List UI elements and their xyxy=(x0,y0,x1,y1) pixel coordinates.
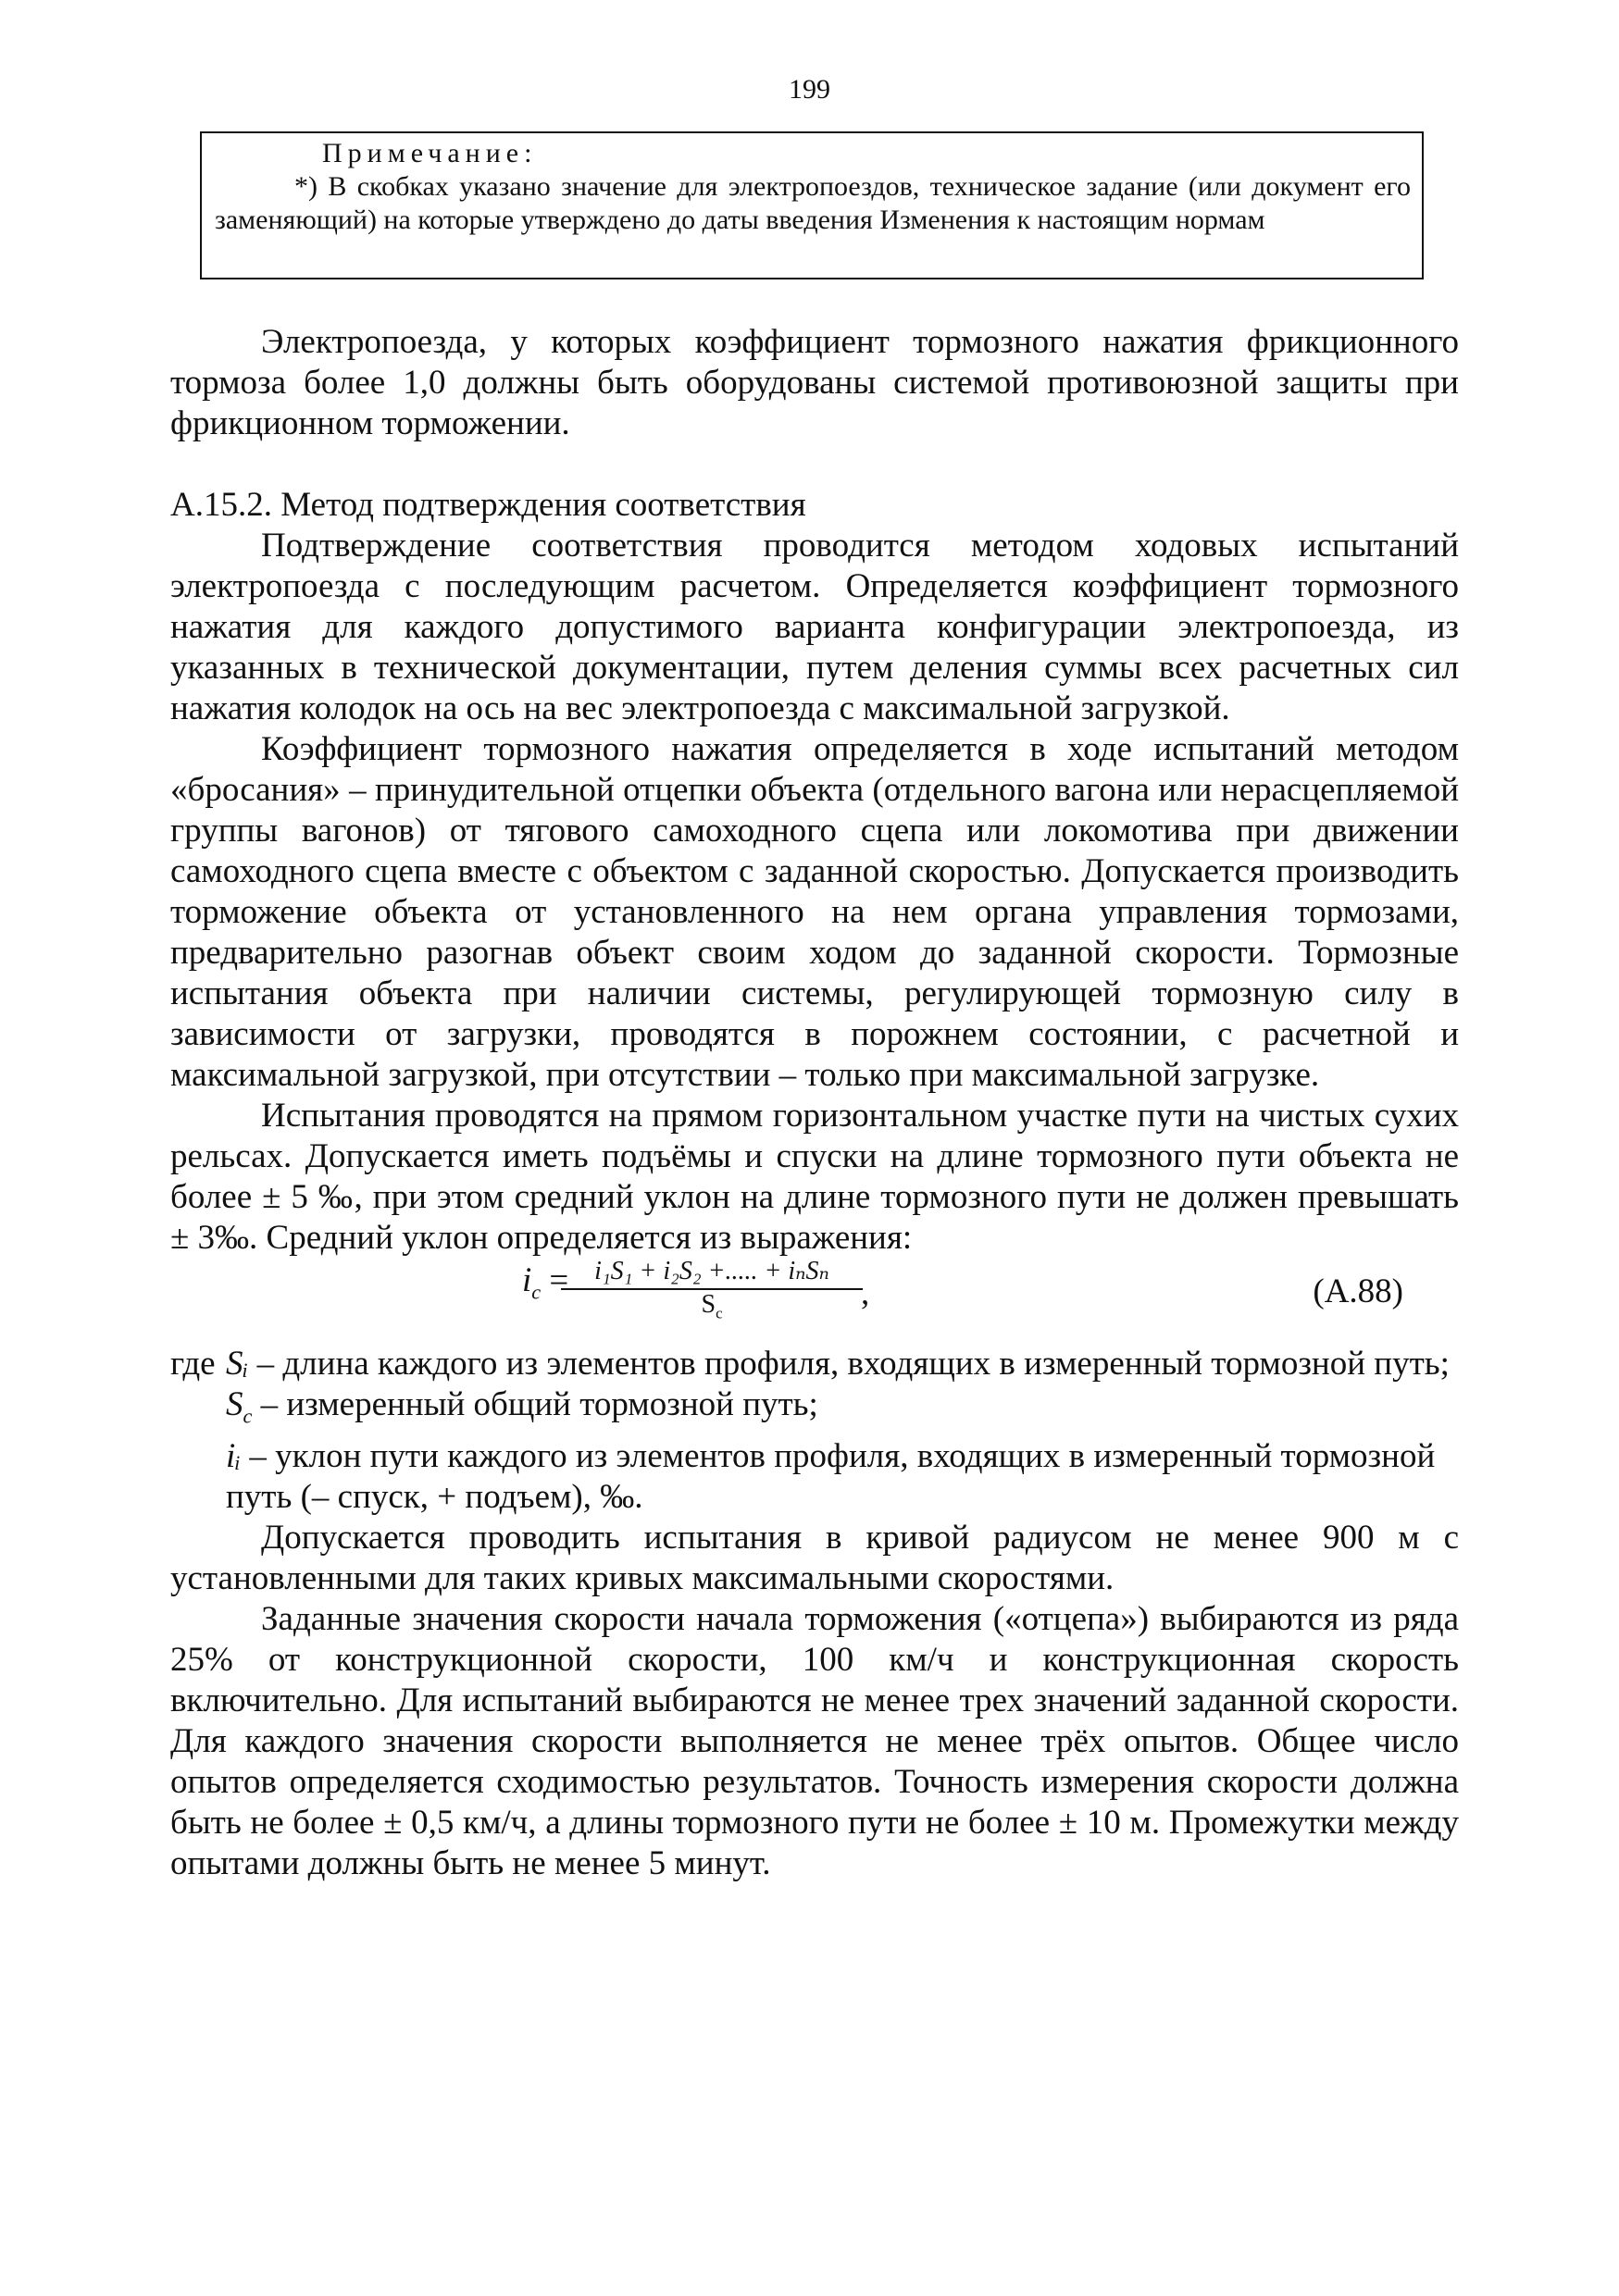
paragraph-p1: Электропоезда, у которых коэффициент тормозного нажатия фрикционного тормоза более 1,0 должны быть оборудованы системой противоюзной защиты при фрикционном торможении. xyxy=(170,323,1459,442)
paragraph-p2: Подтверждение соответствия проводится методом ходовых испытаний электропоезда с последующим расчетом. Определяется коэффициент тормозного нажатия для каждого допустимого варианта конфигурации электропоезда, из указанных в технической документации, путем деления суммы всех расчетных сил нажатия колодок на ось на вес электропоезда с максимальной загрузкой. xyxy=(170,527,1459,727)
formula-comma: , xyxy=(861,1274,870,1312)
formula-fraction xyxy=(561,1255,863,1323)
definition-where: где xyxy=(170,1345,216,1383)
definition-si xyxy=(170,1344,1459,1384)
formula-numerator: i₁S₁ + i₂S₂ +..... + iₙSₙ xyxy=(561,1255,863,1290)
note-box xyxy=(200,131,1424,279)
definition-ii-symbol: iᵢ xyxy=(226,1437,242,1476)
definitions xyxy=(170,1344,1459,1518)
paragraph-p5: Допускается проводить испытания в кривой радиусом не менее 900 м с установленными для таких кривых максимальными скоростями. xyxy=(170,1519,1459,1598)
formula-expression xyxy=(522,1257,870,1322)
main-content xyxy=(170,322,1459,1884)
definition-ii-text: – уклон пути каждого из элементов профиля, входящих в измеренный тормозной путь (– спуск, + подъем), ‰. xyxy=(226,1437,1436,1517)
equation-number: (А.88) xyxy=(1313,1272,1403,1310)
section-title: А.15.2. Метод подтверждения соответствия xyxy=(170,486,806,524)
formula-lhs: i xyxy=(522,1261,532,1299)
paragraph-p6: Заданные значения скорости начала торможения («отцепа») выбираются из ряда 25% от конструкционной скорости, 100 км/ч и конструкционная скорость включительно. Для испытаний выбираются не менее трех значений заданной скорости. Для каждого значения скорости выполняется не менее трёх опытов. Общее число опытов определяется сходимостью результатов. Точность измерения скорости должна быть не более ± 0,5 км/ч, а длины тормозного пути не более ± 10 м. Промежутки между опытами должны быть не менее 5 минут. xyxy=(170,1600,1459,1883)
definition-ii xyxy=(170,1436,1459,1518)
formula-equals: = xyxy=(549,1261,569,1299)
definition-sc-text: – измеренный общий тормозной путь; xyxy=(252,1385,818,1423)
note-text: *) В скобках указано значение для электропоездов, техническое задание (или документ его заменяющий) на которые утверждено до даты введения Изменения к настоящим нормам xyxy=(215,171,1411,235)
definition-sc-symbol: S xyxy=(226,1385,243,1423)
note-title: Примечание: xyxy=(322,138,538,168)
formula-denominator-symbol: S xyxy=(701,1290,716,1319)
paragraph-p3: Коэффициент тормозного нажатия определяется в ходе испытаний методом «бросания» – принудительной отцепки объекта (отдельного вагона или нерасцепляемой группы вагонов) от тягового самоходного сцепа или локомотива при движении самоходного сцепа вместе с объектом с заданной скоростью. Допускается производить торможение объекта от установленного на нем органа управления тормозами, предварительно разогнав объект своим ходом до заданной скорости. Тормозные испытания объекта при наличии системы, регулирующей тормозную силу в зависимости от загрузки, проводятся в порожнем состоянии, с расчетной и максимальной загрузкой, при отсутствии – только при максимальной загрузке. xyxy=(170,730,1459,1094)
formula-a88 xyxy=(170,1259,1459,1344)
definition-sc-sub: c xyxy=(243,1404,253,1428)
definition-sc xyxy=(170,1384,1459,1436)
formula-denominator-sub: c xyxy=(716,1304,723,1322)
definition-si-symbol: Sᵢ xyxy=(226,1345,249,1383)
page-number: 199 xyxy=(789,74,830,105)
formula-denominator xyxy=(561,1290,863,1323)
formula-lhs-sub: c xyxy=(531,1280,542,1304)
paragraph-p4: Испытания проводятся на прямом горизонтальном участке пути на чистых сухих рельсах. Допускается иметь подъёмы и спуски на длине тормозного пути объекта не более ± 5 ‰, при этом средний уклон на длине тормозного пути не должен превышать ± 3‰. Средний уклон определяется из выражения: xyxy=(170,1097,1459,1257)
definition-si-text: – длина каждого из элементов профиля, входящих в измеренный тормозной путь; xyxy=(248,1345,1450,1383)
